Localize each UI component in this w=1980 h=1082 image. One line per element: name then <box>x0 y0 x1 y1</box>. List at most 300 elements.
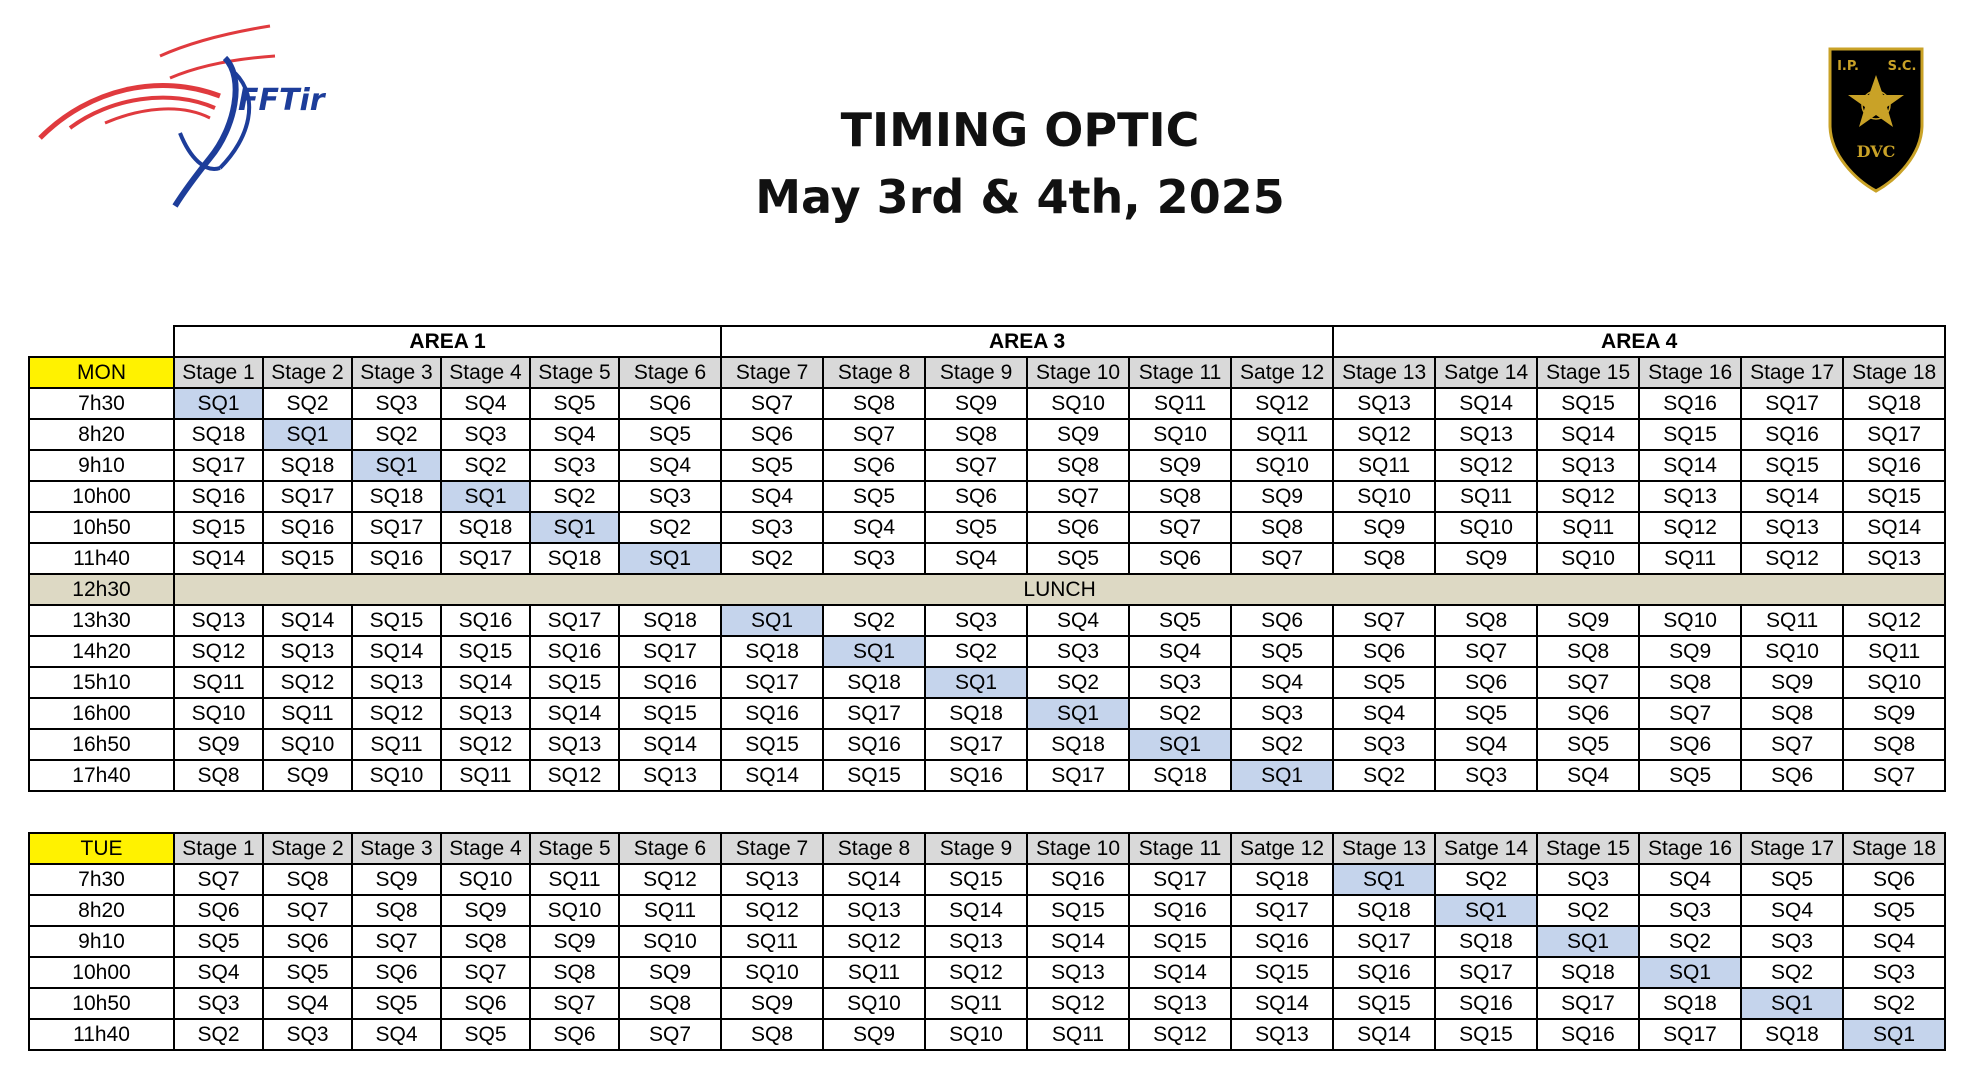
stage-header: Stage 13 <box>1333 833 1435 864</box>
table-row <box>29 481 1945 512</box>
squad-cell: SQ9 <box>352 864 441 895</box>
squad-cell: SQ17 <box>1333 926 1435 957</box>
squad-cell: SQ10 <box>823 988 925 1019</box>
squad-cell: SQ5 <box>925 512 1027 543</box>
squad-cell: SQ7 <box>174 864 263 895</box>
squad-cell: SQ11 <box>263 698 352 729</box>
squad-cell: SQ7 <box>1537 667 1639 698</box>
squad-cell: SQ6 <box>721 419 823 450</box>
squad-cell: SQ17 <box>1537 988 1639 1019</box>
squad-cell: SQ12 <box>1333 419 1435 450</box>
squad-cell: SQ8 <box>1231 512 1333 543</box>
squad-cell: SQ6 <box>1435 667 1537 698</box>
squad-cell: SQ4 <box>1639 864 1741 895</box>
squad-cell: SQ13 <box>1843 543 1945 574</box>
squad-cell: SQ4 <box>174 957 263 988</box>
squad-cell: SQ11 <box>1027 1019 1129 1050</box>
squad-cell: SQ11 <box>823 957 925 988</box>
squad-cell: SQ17 <box>1231 895 1333 926</box>
squad-cell: SQ1 <box>352 450 441 481</box>
squad-cell: SQ9 <box>1435 543 1537 574</box>
squad-cell: SQ8 <box>619 988 721 1019</box>
squad-cell: SQ15 <box>530 667 619 698</box>
squad-cell: SQ1 <box>925 667 1027 698</box>
squad-cell: SQ15 <box>1843 481 1945 512</box>
squad-cell: SQ4 <box>1537 760 1639 791</box>
squad-cell: SQ13 <box>619 760 721 791</box>
squad-cell: SQ16 <box>1741 419 1843 450</box>
squad-cell: SQ11 <box>619 895 721 926</box>
squad-cell: SQ13 <box>1741 512 1843 543</box>
time-slot: 7h30 <box>29 388 174 419</box>
squad-cell: SQ17 <box>1639 1019 1741 1050</box>
squad-cell: SQ18 <box>1537 957 1639 988</box>
squad-cell: SQ1 <box>441 481 530 512</box>
table-row <box>29 895 1945 926</box>
squad-cell: SQ16 <box>1639 388 1741 419</box>
time-slot: 8h20 <box>29 419 174 450</box>
squad-cell: SQ8 <box>441 926 530 957</box>
squad-cell: SQ5 <box>1333 667 1435 698</box>
squad-cell: SQ6 <box>1027 512 1129 543</box>
squad-cell: SQ5 <box>263 957 352 988</box>
squad-cell: SQ10 <box>174 698 263 729</box>
squad-cell: SQ4 <box>441 388 530 419</box>
stage-header: Stage 3 <box>352 833 441 864</box>
squad-cell: SQ14 <box>1333 1019 1435 1050</box>
squad-cell: SQ18 <box>1741 1019 1843 1050</box>
stage-header: Stage 18 <box>1843 833 1945 864</box>
squad-cell: SQ12 <box>925 957 1027 988</box>
squad-cell: SQ16 <box>1843 450 1945 481</box>
stage-header: Satge 14 <box>1435 357 1537 388</box>
squad-cell: SQ18 <box>1333 895 1435 926</box>
squad-cell: SQ14 <box>263 605 352 636</box>
squad-cell: SQ3 <box>530 450 619 481</box>
squad-cell: SQ16 <box>925 760 1027 791</box>
table-row <box>29 957 1945 988</box>
squad-cell: SQ4 <box>721 481 823 512</box>
squad-cell: SQ6 <box>1843 864 1945 895</box>
squad-cell: SQ12 <box>174 636 263 667</box>
squad-cell: SQ11 <box>352 729 441 760</box>
time-slot: 10h00 <box>29 481 174 512</box>
squad-cell: SQ16 <box>619 667 721 698</box>
squad-cell: SQ15 <box>1537 388 1639 419</box>
squad-cell: SQ9 <box>530 926 619 957</box>
stage-header: Stage 11 <box>1129 833 1231 864</box>
squad-cell: SQ16 <box>1027 864 1129 895</box>
squad-cell: SQ9 <box>1333 512 1435 543</box>
squad-cell: SQ2 <box>1537 895 1639 926</box>
squad-cell: SQ6 <box>1333 636 1435 667</box>
squad-cell: SQ15 <box>174 512 263 543</box>
squad-cell: SQ11 <box>721 926 823 957</box>
squad-cell: SQ2 <box>823 605 925 636</box>
squad-cell: SQ14 <box>925 895 1027 926</box>
squad-cell: SQ11 <box>1741 605 1843 636</box>
squad-cell: SQ13 <box>1537 450 1639 481</box>
table-row <box>29 864 1945 895</box>
squad-cell: SQ9 <box>1537 605 1639 636</box>
squad-cell: SQ4 <box>1741 895 1843 926</box>
squad-cell: SQ9 <box>925 388 1027 419</box>
squad-cell: SQ1 <box>1129 729 1231 760</box>
squad-cell: SQ1 <box>1333 864 1435 895</box>
squad-cell: SQ8 <box>174 760 263 791</box>
squad-cell: SQ3 <box>1333 729 1435 760</box>
squad-cell: SQ10 <box>1639 605 1741 636</box>
stage-header: Stage 16 <box>1639 357 1741 388</box>
squad-cell: SQ1 <box>721 605 823 636</box>
stage-header: Stage 3 <box>352 357 441 388</box>
squad-cell: SQ3 <box>441 419 530 450</box>
squad-cell: SQ17 <box>530 605 619 636</box>
squad-cell: SQ9 <box>619 957 721 988</box>
time-slot: 16h00 <box>29 698 174 729</box>
squad-cell: SQ17 <box>1843 419 1945 450</box>
squad-cell: SQ6 <box>530 1019 619 1050</box>
squad-cell: SQ15 <box>263 543 352 574</box>
squad-cell: SQ4 <box>530 419 619 450</box>
squad-cell: SQ2 <box>1027 667 1129 698</box>
squad-cell: SQ2 <box>352 419 441 450</box>
squad-cell: SQ12 <box>263 667 352 698</box>
time-slot: 16h50 <box>29 729 174 760</box>
squad-cell: SQ17 <box>925 729 1027 760</box>
squad-cell: SQ10 <box>619 926 721 957</box>
squad-cell: SQ10 <box>721 957 823 988</box>
squad-cell: SQ12 <box>1537 481 1639 512</box>
squad-cell: SQ18 <box>263 450 352 481</box>
time-slot: 7h30 <box>29 864 174 895</box>
squad-cell: SQ3 <box>352 388 441 419</box>
squad-cell: SQ15 <box>1129 926 1231 957</box>
squad-cell: SQ11 <box>1231 419 1333 450</box>
stage-header: Stage 17 <box>1741 833 1843 864</box>
squad-cell: SQ1 <box>1537 926 1639 957</box>
squad-cell: SQ18 <box>1027 729 1129 760</box>
squad-cell: SQ14 <box>1129 957 1231 988</box>
stage-header: Satge 12 <box>1231 833 1333 864</box>
squad-cell: SQ16 <box>263 512 352 543</box>
squad-cell: SQ10 <box>1027 388 1129 419</box>
squad-cell: SQ8 <box>1741 698 1843 729</box>
squad-cell: SQ1 <box>263 419 352 450</box>
squad-cell: SQ7 <box>1435 636 1537 667</box>
squad-cell: SQ15 <box>1027 895 1129 926</box>
squad-cell: SQ4 <box>1129 636 1231 667</box>
schedule-table-tue <box>28 832 1946 1051</box>
squad-cell: SQ18 <box>1231 864 1333 895</box>
squad-cell: SQ13 <box>263 636 352 667</box>
squad-cell: SQ17 <box>1741 388 1843 419</box>
stage-header: Stage 1 <box>174 357 263 388</box>
stage-header: Satge 12 <box>1231 357 1333 388</box>
squad-cell: SQ3 <box>1843 957 1945 988</box>
squad-cell: SQ11 <box>1639 543 1741 574</box>
squad-cell: SQ1 <box>530 512 619 543</box>
table-row <box>29 636 1945 667</box>
squad-cell: SQ12 <box>1129 1019 1231 1050</box>
page-subtitle-date: May 3rd & 4th, 2025 <box>755 170 1285 224</box>
squad-cell: SQ17 <box>1129 864 1231 895</box>
squad-cell: SQ8 <box>1537 636 1639 667</box>
squad-cell: SQ6 <box>174 895 263 926</box>
squad-cell: SQ6 <box>1741 760 1843 791</box>
squad-cell: SQ18 <box>1435 926 1537 957</box>
squad-cell: SQ9 <box>263 760 352 791</box>
squad-cell: SQ8 <box>263 864 352 895</box>
squad-cell: SQ16 <box>1231 926 1333 957</box>
squad-cell: SQ7 <box>352 926 441 957</box>
stage-header: Stage 6 <box>619 357 721 388</box>
squad-cell: SQ13 <box>1333 388 1435 419</box>
squad-cell: SQ18 <box>352 481 441 512</box>
stage-header: Stage 10 <box>1027 357 1129 388</box>
squad-cell: SQ3 <box>1027 636 1129 667</box>
squad-cell: SQ11 <box>1333 450 1435 481</box>
squad-cell: SQ12 <box>441 729 530 760</box>
squad-cell: SQ3 <box>925 605 1027 636</box>
fftir-logo-text: FFTir <box>238 83 325 118</box>
squad-cell: SQ17 <box>352 512 441 543</box>
squad-cell: SQ9 <box>1741 667 1843 698</box>
squad-cell: SQ15 <box>619 698 721 729</box>
squad-cell: SQ11 <box>1435 481 1537 512</box>
time-slot: 10h00 <box>29 957 174 988</box>
squad-cell: SQ17 <box>823 698 925 729</box>
stage-header: Stage 2 <box>263 357 352 388</box>
squad-cell: SQ5 <box>1231 636 1333 667</box>
squad-cell: SQ2 <box>1129 698 1231 729</box>
squad-cell: SQ10 <box>352 760 441 791</box>
area-header-row <box>29 326 1945 357</box>
squad-cell: SQ17 <box>1435 957 1537 988</box>
squad-cell: SQ13 <box>352 667 441 698</box>
squad-cell: SQ1 <box>1027 698 1129 729</box>
squad-cell: SQ13 <box>1027 957 1129 988</box>
schedule-table-mon <box>28 325 1946 792</box>
squad-cell: SQ10 <box>263 729 352 760</box>
squad-cell: SQ2 <box>1741 957 1843 988</box>
squad-cell: SQ16 <box>1435 988 1537 1019</box>
lunch-row <box>29 574 1945 605</box>
squad-cell: SQ3 <box>174 988 263 1019</box>
squad-cell: SQ7 <box>263 895 352 926</box>
squad-cell: SQ12 <box>1741 543 1843 574</box>
squad-cell: SQ7 <box>721 388 823 419</box>
lunch-time: 12h30 <box>29 574 174 605</box>
squad-cell: SQ5 <box>441 1019 530 1050</box>
squad-cell: SQ18 <box>1129 760 1231 791</box>
squad-cell: SQ10 <box>530 895 619 926</box>
squad-cell: SQ3 <box>1231 698 1333 729</box>
squad-cell: SQ14 <box>1843 512 1945 543</box>
squad-cell: SQ10 <box>1843 667 1945 698</box>
squad-cell: SQ7 <box>1639 698 1741 729</box>
squad-cell: SQ7 <box>925 450 1027 481</box>
stage-header: Stage 4 <box>441 357 530 388</box>
squad-cell: SQ18 <box>1639 988 1741 1019</box>
squad-cell: SQ8 <box>1843 729 1945 760</box>
squad-cell: SQ17 <box>441 543 530 574</box>
squad-cell: SQ4 <box>823 512 925 543</box>
squad-cell: SQ3 <box>823 543 925 574</box>
squad-cell: SQ14 <box>823 864 925 895</box>
squad-cell: SQ5 <box>530 388 619 419</box>
squad-cell: SQ18 <box>823 667 925 698</box>
squad-cell: SQ18 <box>721 636 823 667</box>
time-slot: 15h10 <box>29 667 174 698</box>
squad-cell: SQ11 <box>925 988 1027 1019</box>
squad-cell: SQ11 <box>441 760 530 791</box>
stage-header: Stage 5 <box>530 833 619 864</box>
squad-cell: SQ7 <box>619 1019 721 1050</box>
table-row <box>29 760 1945 791</box>
squad-cell: SQ14 <box>1639 450 1741 481</box>
stage-header: Stage 5 <box>530 357 619 388</box>
squad-cell: SQ7 <box>823 419 925 450</box>
squad-cell: SQ7 <box>530 988 619 1019</box>
table-row <box>29 543 1945 574</box>
squad-cell: SQ10 <box>1741 636 1843 667</box>
stage-header: Stage 17 <box>1741 357 1843 388</box>
squad-cell: SQ4 <box>352 1019 441 1050</box>
squad-cell: SQ9 <box>1129 450 1231 481</box>
lunch-label: LUNCH <box>174 574 1945 605</box>
squad-cell: SQ1 <box>1435 895 1537 926</box>
squad-cell: SQ16 <box>1129 895 1231 926</box>
squad-cell: SQ12 <box>823 926 925 957</box>
squad-cell: SQ7 <box>1129 512 1231 543</box>
time-slot: 10h50 <box>29 512 174 543</box>
stage-header: Stage 9 <box>925 833 1027 864</box>
squad-cell: SQ16 <box>174 481 263 512</box>
squad-cell: SQ16 <box>721 698 823 729</box>
ipsc-logo-text-right: S.C. <box>1887 59 1917 74</box>
squad-cell: SQ13 <box>1639 481 1741 512</box>
squad-cell: SQ9 <box>1843 698 1945 729</box>
squad-cell: SQ9 <box>441 895 530 926</box>
stage-header: Stage 8 <box>823 833 925 864</box>
squad-cell: SQ14 <box>1435 388 1537 419</box>
squad-cell: SQ16 <box>530 636 619 667</box>
squad-cell: SQ3 <box>1435 760 1537 791</box>
stage-header: Stage 11 <box>1129 357 1231 388</box>
squad-cell: SQ16 <box>352 543 441 574</box>
stage-header: Stage 8 <box>823 357 925 388</box>
squad-cell: SQ1 <box>174 388 263 419</box>
squad-cell: SQ15 <box>1435 1019 1537 1050</box>
squad-cell: SQ14 <box>352 636 441 667</box>
stage-header-row <box>29 833 1945 864</box>
time-slot: 11h40 <box>29 1019 174 1050</box>
squad-cell: SQ9 <box>1027 419 1129 450</box>
squad-cell: SQ12 <box>619 864 721 895</box>
stage-header: Stage 13 <box>1333 357 1435 388</box>
stage-header: Stage 10 <box>1027 833 1129 864</box>
squad-cell: SQ2 <box>619 512 721 543</box>
squad-cell: SQ2 <box>1231 729 1333 760</box>
squad-cell: SQ8 <box>1027 450 1129 481</box>
table-row <box>29 926 1945 957</box>
squad-cell: SQ10 <box>1435 512 1537 543</box>
area-header: AREA 3 <box>721 326 1333 357</box>
squad-cell: SQ15 <box>1639 419 1741 450</box>
squad-cell: SQ12 <box>1027 988 1129 1019</box>
squad-cell: SQ8 <box>1639 667 1741 698</box>
squad-cell: SQ5 <box>1537 729 1639 760</box>
squad-cell: SQ17 <box>174 450 263 481</box>
squad-cell: SQ13 <box>925 926 1027 957</box>
squad-cell: SQ4 <box>1231 667 1333 698</box>
time-slot: 9h10 <box>29 926 174 957</box>
squad-cell: SQ7 <box>1741 729 1843 760</box>
squad-cell: SQ6 <box>441 988 530 1019</box>
squad-cell: SQ15 <box>352 605 441 636</box>
squad-cell: SQ14 <box>530 698 619 729</box>
squad-cell: SQ9 <box>823 1019 925 1050</box>
squad-cell: SQ13 <box>530 729 619 760</box>
area-header: AREA 1 <box>174 326 721 357</box>
squad-cell: SQ11 <box>1843 636 1945 667</box>
squad-cell: SQ10 <box>1231 450 1333 481</box>
squad-cell: SQ5 <box>823 481 925 512</box>
squad-cell: SQ12 <box>530 760 619 791</box>
stage-header: Stage 2 <box>263 833 352 864</box>
squad-cell: SQ8 <box>823 388 925 419</box>
squad-cell: SQ5 <box>352 988 441 1019</box>
squad-cell: SQ3 <box>619 481 721 512</box>
blank-corner-cell <box>29 326 174 357</box>
squad-cell: SQ2 <box>1333 760 1435 791</box>
ipsc-logo-text-left: I.P. <box>1837 59 1859 74</box>
squad-cell: SQ3 <box>1129 667 1231 698</box>
squad-cell: SQ10 <box>441 864 530 895</box>
squad-cell: SQ6 <box>263 926 352 957</box>
table-row <box>29 729 1945 760</box>
table-row <box>29 667 1945 698</box>
stage-header: Stage 1 <box>174 833 263 864</box>
squad-cell: SQ6 <box>925 481 1027 512</box>
squad-cell: SQ16 <box>1537 1019 1639 1050</box>
squad-cell: SQ14 <box>1741 481 1843 512</box>
squad-cell: SQ3 <box>263 1019 352 1050</box>
squad-cell: SQ13 <box>1435 419 1537 450</box>
squad-cell: SQ14 <box>619 729 721 760</box>
squad-cell: SQ14 <box>721 760 823 791</box>
squad-cell: SQ5 <box>1843 895 1945 926</box>
squad-cell: SQ2 <box>1639 926 1741 957</box>
squad-cell: SQ2 <box>721 543 823 574</box>
table-row <box>29 698 1945 729</box>
squad-cell: SQ2 <box>441 450 530 481</box>
squad-cell: SQ17 <box>619 636 721 667</box>
squad-cell: SQ12 <box>1639 512 1741 543</box>
area-header: AREA 4 <box>1333 326 1945 357</box>
squad-cell: SQ6 <box>1639 729 1741 760</box>
squad-cell: SQ5 <box>174 926 263 957</box>
squad-cell: SQ10 <box>1333 481 1435 512</box>
squad-cell: SQ2 <box>925 636 1027 667</box>
squad-cell: SQ13 <box>1129 988 1231 1019</box>
squad-cell: SQ5 <box>1741 864 1843 895</box>
table-row <box>29 512 1945 543</box>
stage-header: Satge 14 <box>1435 833 1537 864</box>
squad-cell: SQ5 <box>1027 543 1129 574</box>
squad-cell: SQ16 <box>1333 957 1435 988</box>
